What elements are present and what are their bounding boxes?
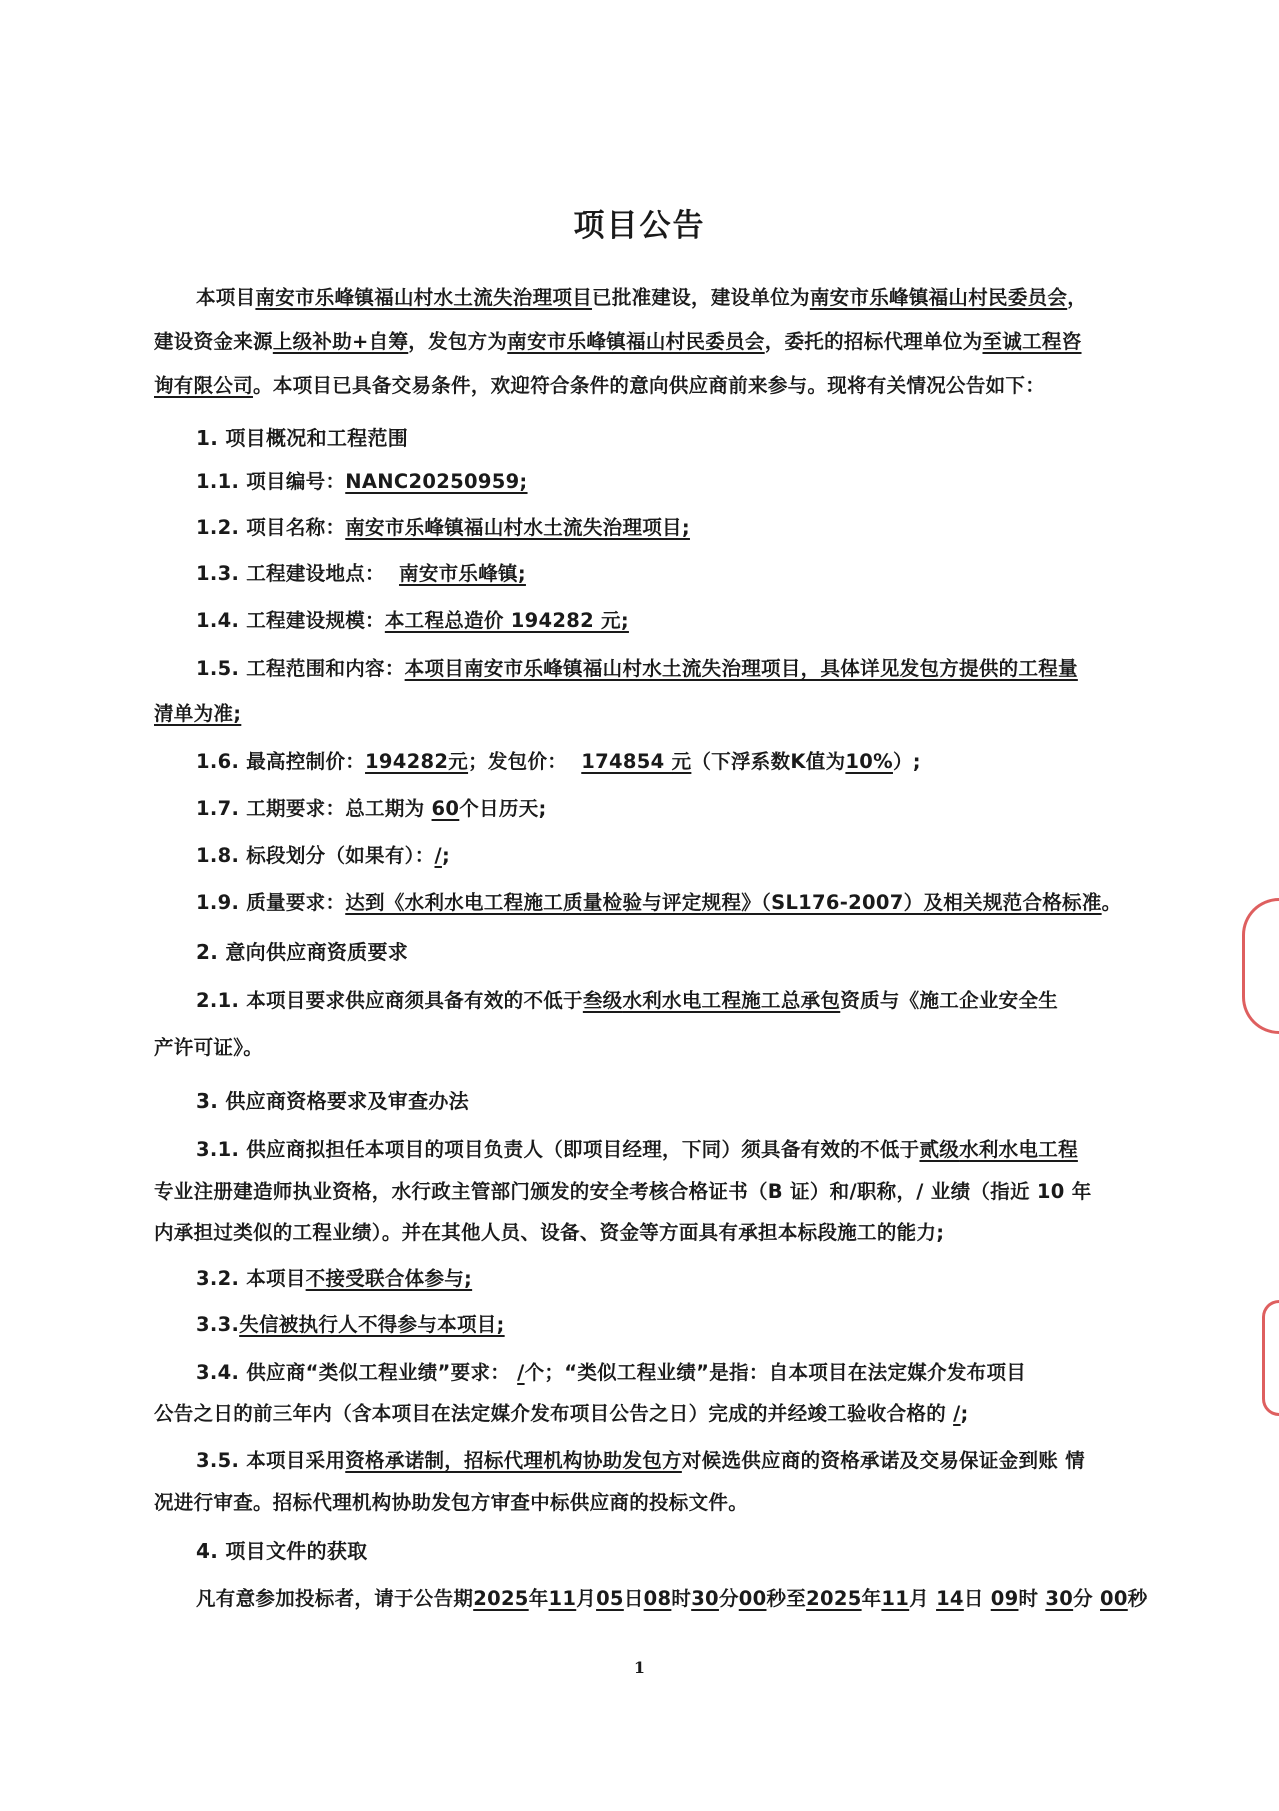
unit: 秒 bbox=[1127, 1587, 1148, 1610]
text: 个；“类似工程业绩”是指：自本项目在法定媒介发布项目 bbox=[524, 1361, 1027, 1384]
text: 。本项目已具备交易条件，欢迎符合条件的意向供应商前来参与。现将有关情况公告如下： bbox=[253, 374, 1046, 397]
label: 1.8. 标段划分（如果有）： bbox=[196, 844, 435, 867]
project-code: NANC20250959; bbox=[345, 470, 528, 493]
unit: 日 bbox=[963, 1587, 984, 1610]
text: ；发包价： bbox=[468, 750, 568, 773]
label: 1.9. 质量要求： bbox=[196, 891, 346, 914]
lot-division: / bbox=[434, 844, 442, 867]
text: ; bbox=[441, 844, 451, 867]
text: 3.5. 本项目采用 bbox=[196, 1449, 346, 1472]
item-4-1 bbox=[196, 1585, 1148, 1613]
text: 3.4. 供应商“类似工程业绩”要求： bbox=[196, 1361, 511, 1384]
unit: 月 bbox=[909, 1587, 929, 1610]
start-minute: 30 bbox=[691, 1587, 719, 1610]
item-1-2 bbox=[196, 514, 690, 542]
end-hour: 09 bbox=[990, 1587, 1019, 1610]
item-1-5-cont bbox=[154, 700, 241, 728]
text: 2.1. 本项目要求供应商须具备有效的不低于 bbox=[196, 989, 583, 1012]
start-second: 00 bbox=[738, 1587, 767, 1610]
similar-value: / bbox=[953, 1402, 961, 1425]
max-price: 194282元 bbox=[365, 750, 469, 773]
qualification-type: 水利水电工程施工总承包 bbox=[622, 989, 841, 1012]
text: ， bbox=[1067, 286, 1088, 309]
item-3-1 bbox=[196, 1136, 1078, 1164]
item-3-5 bbox=[196, 1447, 1085, 1475]
item-1-5 bbox=[196, 655, 1078, 683]
start-hour: 08 bbox=[643, 1587, 672, 1610]
unit: 时 bbox=[1018, 1587, 1039, 1610]
fund-source: 上级补助+自筹 bbox=[272, 330, 409, 353]
scope-value: 本项目南安市乐峰镇福山村水土流失治理项目，具体详见发包方提供的工程量 bbox=[404, 657, 1078, 680]
text: 个日历天; bbox=[459, 797, 547, 820]
item-2-1 bbox=[196, 987, 1058, 1015]
agent-name-part1: 至诚工程咨 bbox=[982, 330, 1082, 353]
qualification-grade: 叁级 bbox=[582, 989, 623, 1012]
end-day: 14 bbox=[936, 1587, 964, 1610]
project-name: 南安市乐峰镇福山村水土流失治理项目 bbox=[255, 286, 593, 309]
start-year: 2025 bbox=[473, 1587, 529, 1610]
section-2-heading: 2. 意向供应商资质要求 bbox=[196, 940, 409, 964]
text: 。 bbox=[1101, 891, 1122, 914]
unit: 分 bbox=[1073, 1587, 1093, 1610]
item-3-2 bbox=[196, 1265, 472, 1293]
duration-days: 60 bbox=[431, 797, 460, 820]
label: 1.3. 工程建设地点： bbox=[196, 562, 385, 585]
label: 1.2. 项目名称： bbox=[196, 516, 346, 539]
seal-stamp-partial bbox=[1242, 898, 1279, 1034]
document-title: 项目公告 bbox=[573, 208, 706, 244]
builder-name: 南安市乐峰镇福山村民委员会 bbox=[809, 286, 1068, 309]
start-day: 05 bbox=[596, 1587, 624, 1610]
text: ，委托的招标代理单位为 bbox=[764, 330, 983, 353]
text: 3.1. 供应商拟担任本项目的项目负责人（即项目经理，下同）须具备有效的不低于 bbox=[196, 1138, 920, 1161]
item-3-3 bbox=[196, 1311, 505, 1339]
text: （下浮系数K值为 bbox=[691, 750, 846, 773]
unit: 日 bbox=[623, 1587, 644, 1610]
unit: 月 bbox=[576, 1587, 597, 1610]
label: 1.6. 最高控制价： bbox=[196, 750, 366, 773]
constructor-grade: 贰级 bbox=[919, 1138, 960, 1161]
credit-rule: 失信被执行人不得参与本项目; bbox=[239, 1313, 505, 1336]
item-3-1-cont-2: 内承担过类似的工程业绩）。并在其他人员、设备、资金等方面具有承担本标段施工的能力; bbox=[154, 1221, 945, 1244]
text: ）; bbox=[892, 750, 921, 773]
unit: 年 bbox=[528, 1587, 549, 1610]
intro-line-3 bbox=[154, 372, 1045, 400]
consortium-rule: 不接受联合体参与; bbox=[305, 1267, 473, 1290]
item-3-4 bbox=[196, 1359, 1026, 1387]
text: 对候选供应商的资格承诺及交易保证金到账 情 bbox=[681, 1449, 1085, 1472]
seal-stamp-partial bbox=[1262, 1300, 1279, 1416]
item-1-3 bbox=[196, 560, 526, 588]
discount-k: 10% bbox=[845, 750, 893, 773]
text: 3.3. bbox=[196, 1313, 240, 1336]
item-1-9 bbox=[196, 889, 1121, 917]
item-1-1 bbox=[196, 468, 528, 496]
project-name-value: 南安市乐峰镇福山村水土流失治理项目; bbox=[345, 516, 690, 539]
section-4-heading: 4. 项目文件的获取 bbox=[196, 1539, 368, 1563]
end-month: 11 bbox=[881, 1587, 910, 1610]
end-minute: 30 bbox=[1045, 1587, 1074, 1610]
location-value: 南安市乐峰镇; bbox=[399, 562, 526, 585]
label: 1.1. 项目编号： bbox=[196, 470, 346, 493]
item-3-5-cont: 况进行审查。招标代理机构协助发包方审查中标供应商的投标文件。 bbox=[154, 1491, 749, 1514]
constructor-major: 水利水电工程 bbox=[959, 1138, 1078, 1161]
text: 公告之日的前三年内（含本项目在法定媒介发布项目公告之日）完成的并经竣工验收合格的 bbox=[154, 1402, 947, 1425]
unit: 年 bbox=[861, 1587, 882, 1610]
employer-name: 南安市乐峰镇福山村民委员会 bbox=[507, 330, 765, 353]
page-number: 1 bbox=[633, 1658, 646, 1677]
text: 凡有意参加投标者，请于公告期 bbox=[196, 1587, 474, 1610]
item-1-8 bbox=[196, 842, 450, 870]
review-method: 资格承诺制，招标代理机构协助发包方 bbox=[345, 1449, 682, 1472]
section-3-heading: 3. 供应商资格要求及审查办法 bbox=[196, 1089, 469, 1113]
unit: 秒至 bbox=[766, 1587, 807, 1610]
contract-price: 174854 元 bbox=[581, 750, 692, 773]
scope-value-cont: 清单为准; bbox=[154, 702, 242, 725]
label: 1.7. 工期要求：总工期为 bbox=[196, 797, 425, 820]
label: 1.5. 工程范围和内容： bbox=[196, 657, 405, 680]
label: 1.4. 工程建设规模： bbox=[196, 609, 385, 632]
scale-value: 本工程总造价 194282 元; bbox=[384, 609, 629, 632]
text: 已批准建设，建设单位为 bbox=[592, 286, 810, 309]
item-2-1-cont: 产许可证》。 bbox=[154, 1036, 264, 1059]
text: 建设资金来源 bbox=[154, 330, 273, 353]
text: 本项目 bbox=[196, 286, 256, 309]
item-1-4 bbox=[196, 607, 629, 635]
similar-count: / bbox=[517, 1361, 525, 1384]
intro-line-1 bbox=[196, 284, 1087, 312]
item-3-4-cont bbox=[154, 1400, 969, 1428]
item-1-7 bbox=[196, 795, 547, 823]
item-1-6 bbox=[196, 748, 921, 776]
end-year: 2025 bbox=[806, 1587, 862, 1610]
text: ; bbox=[960, 1402, 969, 1425]
item-3-1-cont-1: 专业注册建造师执业资格，水行政主管部门颁发的安全考核合格证书（B 证）和/职称，/ 业绩（指近 10 年 bbox=[154, 1180, 1092, 1203]
end-second: 00 bbox=[1100, 1587, 1128, 1610]
start-month: 11 bbox=[548, 1587, 577, 1610]
text: 3.2. 本项目 bbox=[196, 1267, 306, 1290]
intro-line-2 bbox=[154, 328, 1082, 356]
section-1-heading: 1. 项目概况和工程范围 bbox=[196, 426, 409, 450]
unit: 分 bbox=[718, 1587, 739, 1610]
text: ，发包方为 bbox=[408, 330, 508, 353]
agent-name-part2: 询有限公司 bbox=[154, 374, 254, 397]
text: 资质与《施工企业安全生 bbox=[840, 989, 1059, 1012]
unit: 时 bbox=[671, 1587, 692, 1610]
quality-standard: 达到《水利水电工程施工质量检验与评定规程》（SL176-2007）及相关规范合格标准 bbox=[345, 891, 1102, 914]
